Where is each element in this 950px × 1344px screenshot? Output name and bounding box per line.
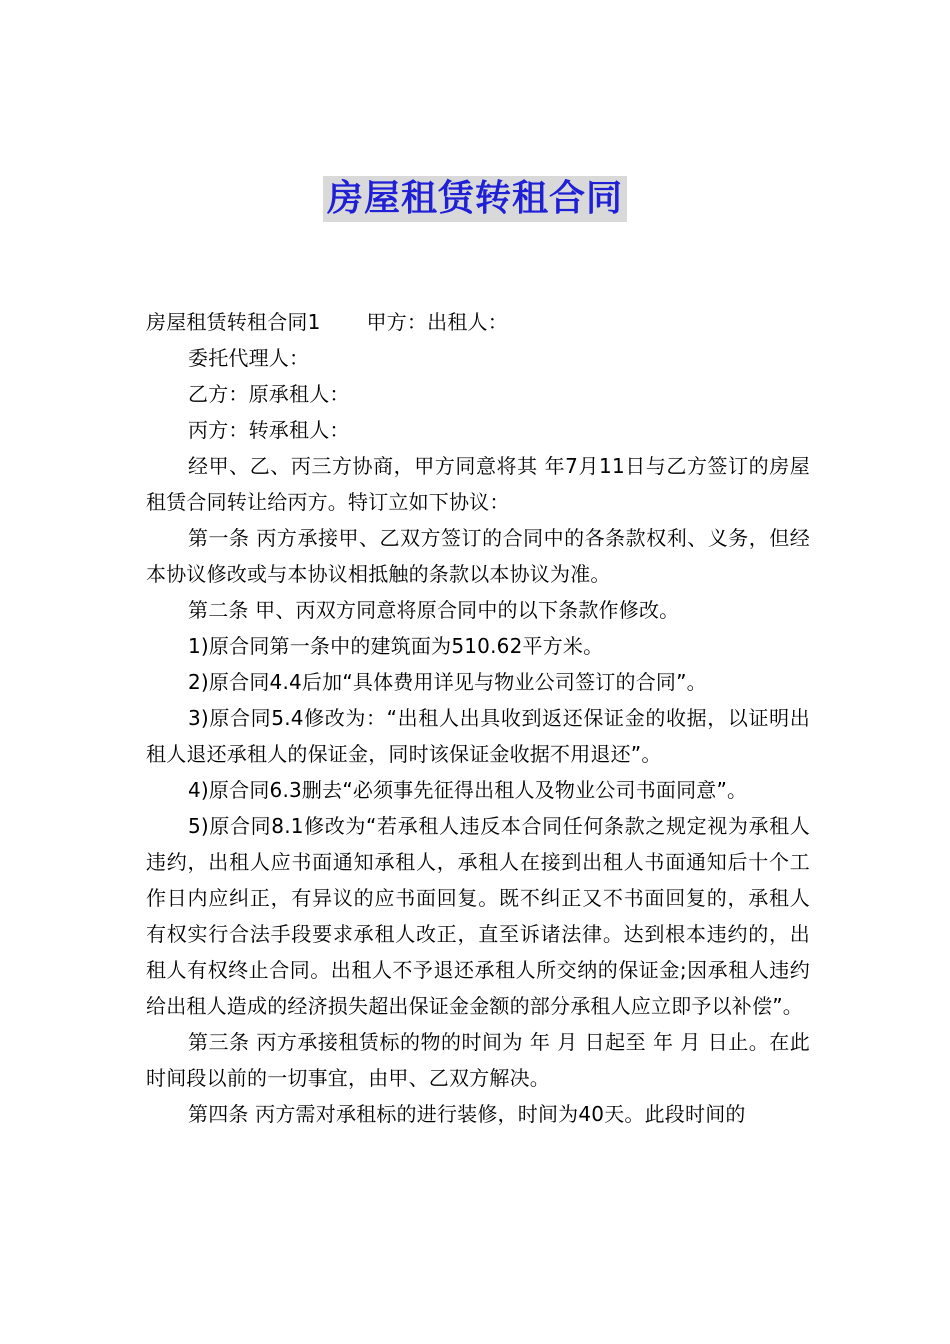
paragraph-agent: 委托代理人：	[188, 346, 310, 370]
paragraph-party-b: 乙方：原承租人：	[188, 382, 350, 406]
paragraph-article-2: 第二条 甲、丙双方同意将原合同中的以下条款作修改。	[188, 598, 680, 622]
paragraph-party-c: 丙方：转承租人：	[188, 418, 350, 442]
paragraph-item-1: 1)原合同第一条中的建筑面为510.62平方米。	[188, 634, 604, 658]
paragraph-article-3: 第三条 丙方承接租赁标的物的时间为 年 月 日起至 年 月 日止。在此时间段以前的一切事宜，由甲、乙双方解决。	[146, 1030, 810, 1090]
paragraph-item-2: 2)原合同4.4后加“具体费用详见与物业公司签订的合同”。	[188, 670, 707, 694]
document-title	[0, 176, 950, 222]
document-body	[146, 304, 810, 1132]
heading-line	[146, 304, 810, 340]
paragraph-article-4: 第四条 丙方需对承租标的进行装修，时间为40天。此段时间的	[188, 1102, 746, 1126]
paragraph-item-4: 4)原合同6.3删去“必须事先征得出租人及物业公司书面同意”。	[188, 778, 748, 802]
paragraph-preamble: 经甲、乙、丙三方协商，甲方同意将其 年7月11日与乙方签订的房屋租赁合同转让给丙方。特订立如下协议：	[146, 454, 810, 514]
paragraph-item-5: 5)原合同8.1修改为“若承租人违反本合同任何条款之规定视为承租人违约，出租人应书面通知承租人，承租人在接到出租人书面通知后十个工作日内应纠正，有异议的应书面回复。既不纠正又不书面回复的，承租人有权实行合法手段要求承租人改正，直至诉诸法律。达到根本违约的，出租人有权终止合同。出租人不予退还承租人所交纳的保证金;因承租人违约给出租人造成的经济损失超出保证金金额的部分承租人应立即予以补偿”。	[146, 814, 810, 1018]
document-title-text: 房屋租赁转租合同	[323, 176, 627, 222]
heading-right-text: 甲方：出租人：	[366, 310, 508, 334]
paragraph-item-3: 3)原合同5.4修改为：“出租人出具收到返还保证金的收据，以证明出租人退还承租人的保证金，同时该保证金收据不用退还”。	[146, 706, 810, 766]
heading-left-text: 房屋租赁转租合同1	[146, 310, 321, 334]
paragraph-article-1: 第一条 丙方承接甲、乙双方签订的合同中的各条款权利、义务，但经本协议修改或与本协议相抵触的条款以本协议为准。	[146, 526, 810, 586]
